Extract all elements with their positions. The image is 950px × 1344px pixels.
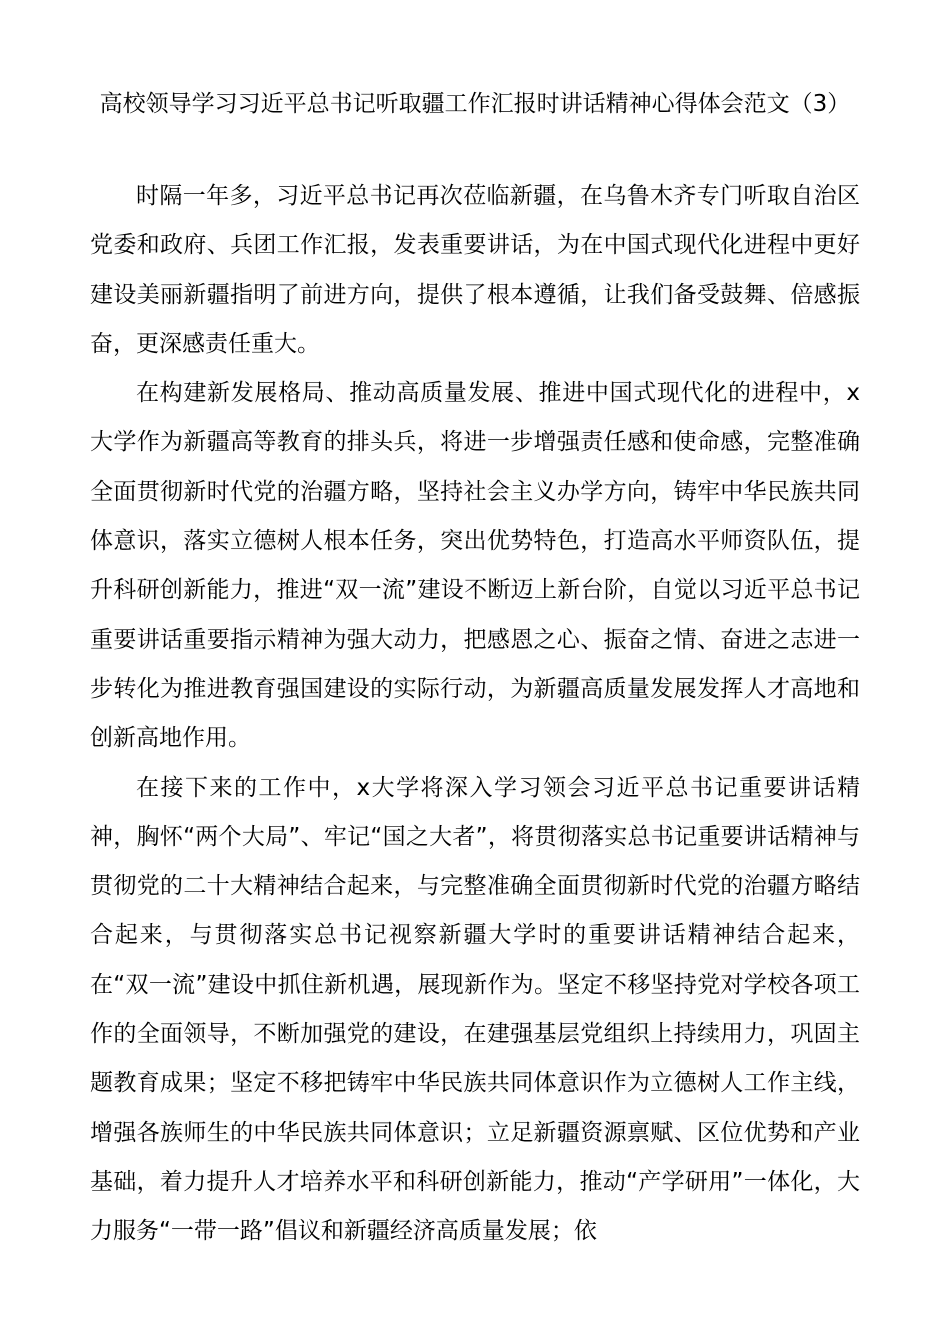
paragraph-2: 在构建新发展格局、推动高质量发展、推进中国式现代化的进程中，x大学作为新疆高等教育的排头兵，将进一步增强责任感和使命感，完整准确全面贯彻新时代党的治疆方略，坚持社会主义办学方向，铸牢中华民族共同体意识，落实立德树人根本任务，突出优势特色，打造高水平师资队伍，提升科研创新能力，推进“双一流”建设不断迈上新台阶，自觉以习近平总书记重要讲话重要指示精神为强大动力，把感恩之心、振奋之情、奋进之志进一步转化为推进教育强国建设的实际行动，为新疆高质量发展发挥人才高地和创新高地作用。 <box>90 380 860 752</box>
document-title: 高校领导学习习近平总书记听取疆工作汇报时讲话精神心得体会范文（3） <box>99 91 851 117</box>
paragraph-3: 在接下来的工作中，x大学将深入学习领会习近平总书记重要讲话精神，胸怀“两个大局”、牢记“国之大者”，将贯彻落实总书记重要讲话精神与贯彻党的二十大精神结合起来，与完整准确全面贯彻新时代党的治疆方略结合起来，与贯彻落实总书记视察新疆大学时的重要讲话精神结合起来，在“双一流”建设中抓住新机遇，展现新作为。坚定不移坚持党对学校各项工作的全面领导，不断加强党的建设，在建强基层党组织上持续用力，巩固主题教育成果；坚定不移把铸牢中华民族共同体意识作为立德树人工作主线，增强各族师生的中华民族共同体意识；立足新疆资源禀赋、区位优势和产业基础，着力提升人才培养水平和科研创新能力，推动“产学研用”一体化，大力服务“一带一路”倡议和新疆经济高质量发展；依 <box>90 774 860 1245</box>
document-body <box>90 172 860 1257</box>
paragraph-1: 时隔一年多，习近平总书记再次莅临新疆，在乌鲁木齐专门听取自治区党委和政府、兵团工作汇报，发表重要讲话，为在中国式现代化进程中更好建设美丽新疆指明了前进方向，提供了根本遵循，让我们备受鼓舞、倍感振奋，更深感责任重大。 <box>90 183 860 357</box>
